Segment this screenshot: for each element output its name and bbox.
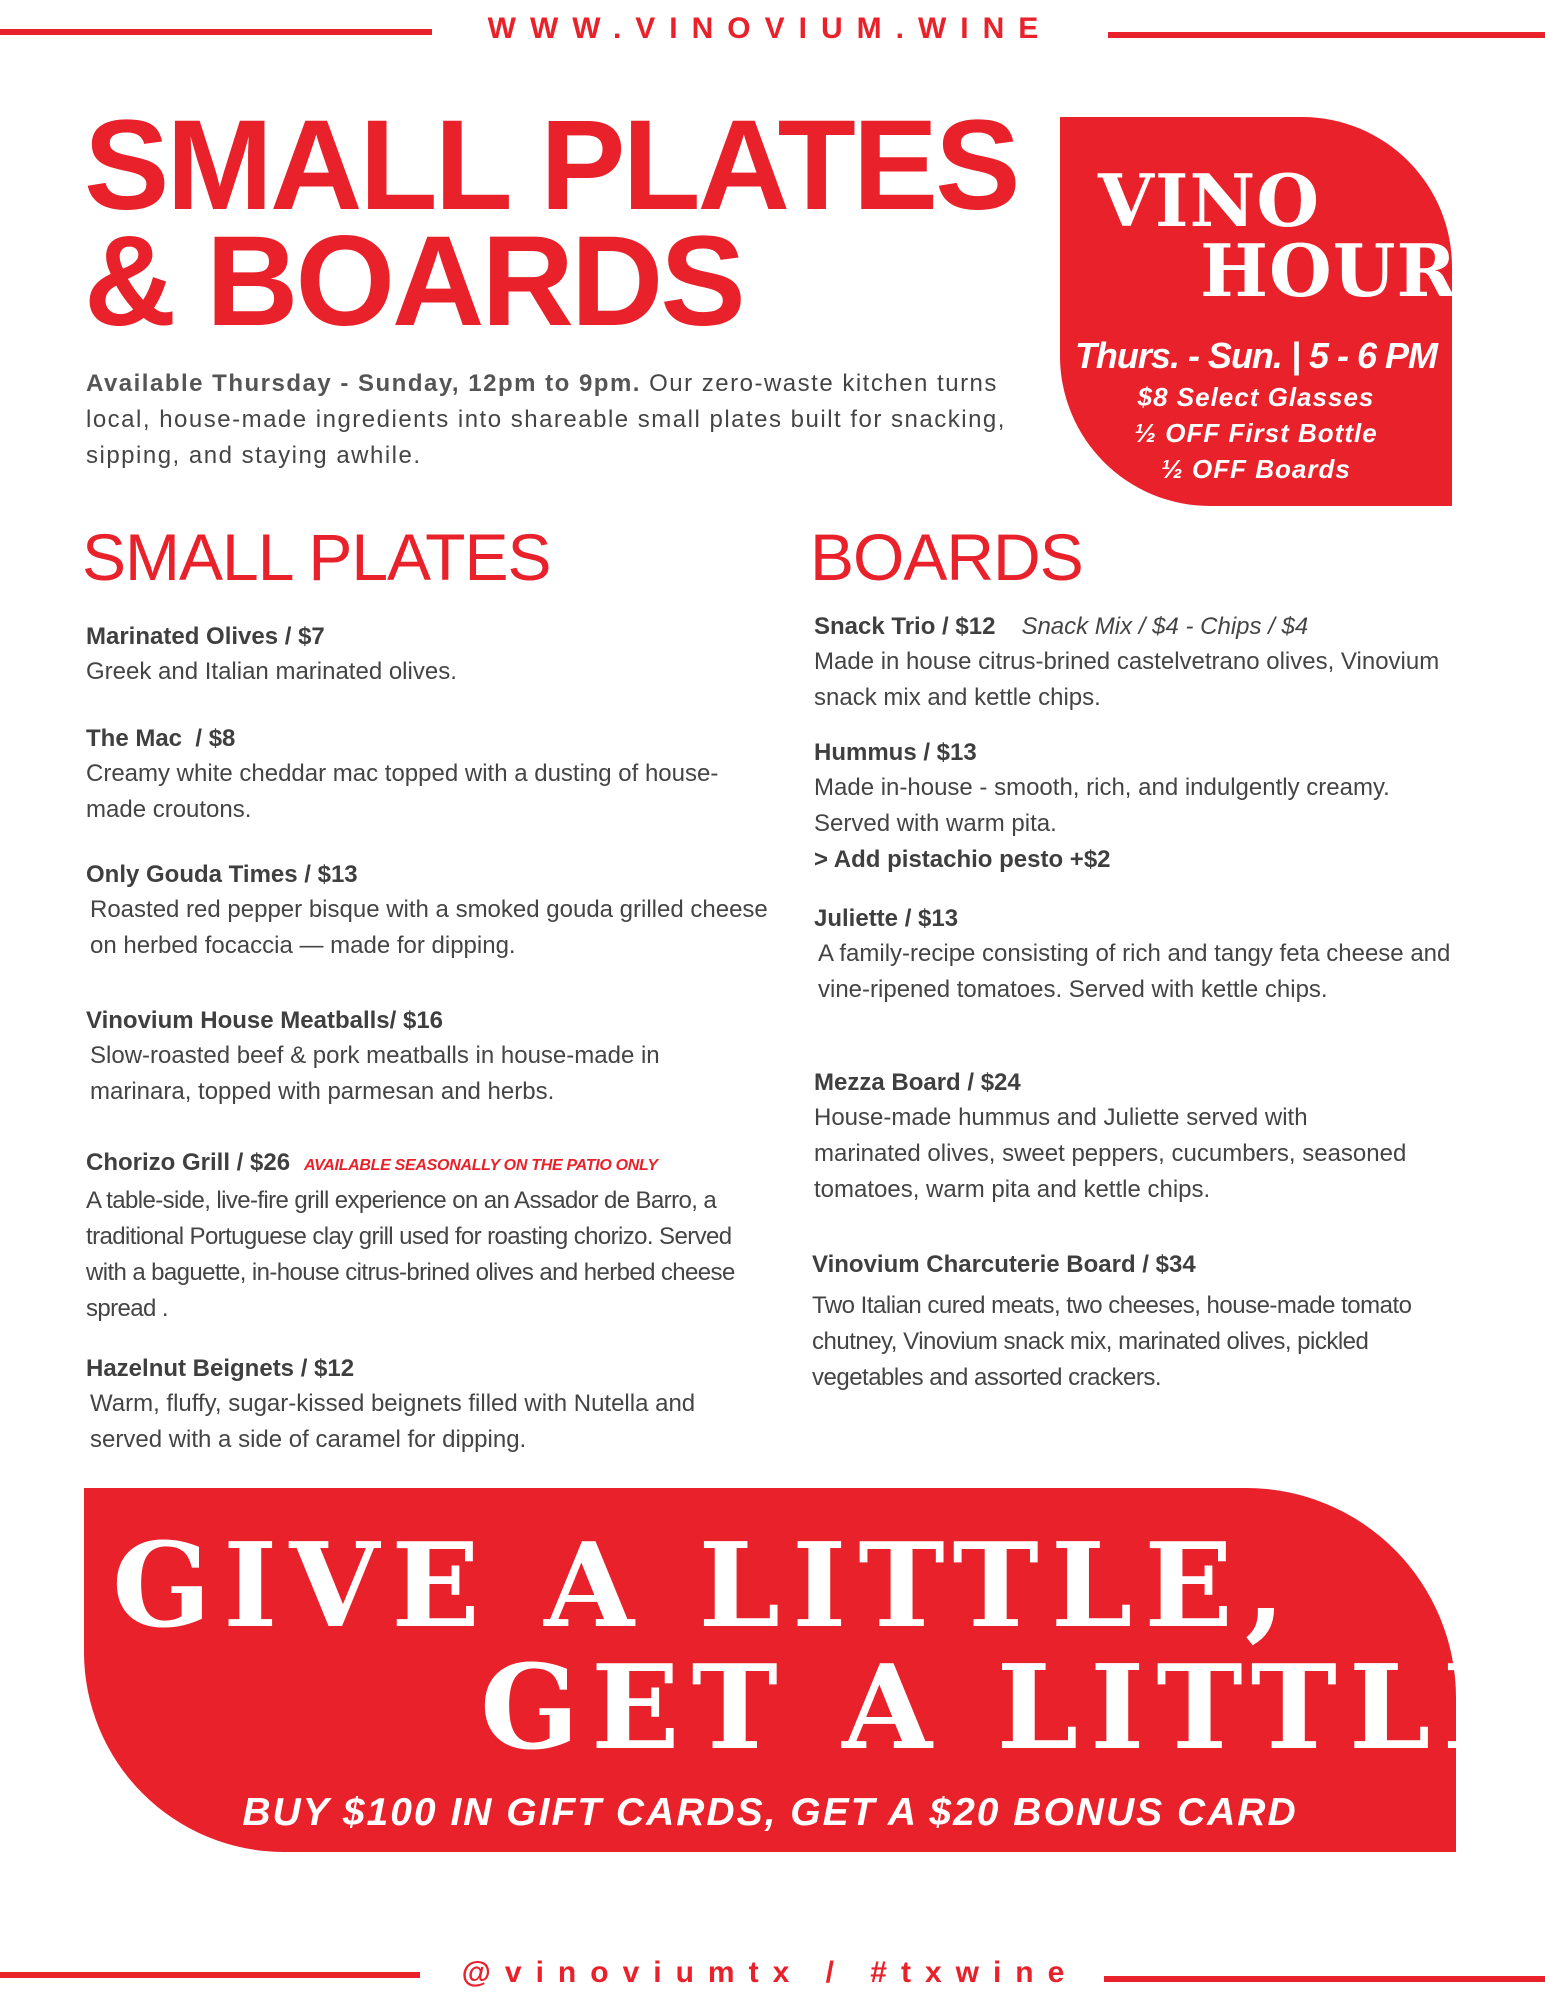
vino-hour-title-line1: VINO <box>1098 158 1321 243</box>
menu-item-title-row <box>814 612 1464 642</box>
top-rule-left <box>0 29 432 35</box>
vino-hour-deal: ½ OFF First Bottle <box>1134 418 1378 448</box>
menu-item <box>86 622 806 690</box>
menu-item-description: Slow-roasted beef & pork meatballs in house-made in marinara, topped with parmesan and herbs. <box>90 1042 660 1105</box>
menu-item <box>86 1354 736 1458</box>
gift-headline-line2: GET A LITTLE <box>480 1640 1543 1776</box>
social-handles[interactable]: @vinoviumtx / #txwine <box>461 1956 1079 1989</box>
menu-item-title: Snack Trio / $12 <box>814 613 996 640</box>
menu-item <box>814 904 1464 1008</box>
menu-item-title: Marinated Olives / $7 <box>86 623 325 650</box>
gift-offer-text: BUY $100 IN GIFT CARDS, GET A $20 BONUS CARD <box>242 1791 1298 1834</box>
menu-item <box>86 860 776 964</box>
page-title <box>84 94 1044 353</box>
menu-item-description: A table-side, live-fire grill experience on an Assador de Barro, a traditional Portuguese clay grill used for roasting chorizo. Served with a baguette, in-house citrus-brined olives and herbed cheese spread . <box>86 1187 735 1322</box>
intro-text <box>86 366 1031 474</box>
intro-hours: Available Thursday - Sunday, 12pm to 9pm. <box>86 370 641 397</box>
menu-item <box>86 724 736 828</box>
menu-item-description: Creamy white cheddar mac topped with a dusting of house-made croutons. <box>86 760 719 823</box>
menu-item-description: Warm, fluffy, sugar-kissed beignets filled with Nutella and served with a side of caramel for dipping. <box>90 1390 696 1453</box>
boards-heading: BOARDS <box>810 520 1083 594</box>
menu-item-description: Two Italian cured meats, two cheeses, house-made tomato chutney, Vinovium snack mix, marinated olives, pickled vegetables and assorted crackers. <box>812 1292 1412 1391</box>
bottom-rule-left <box>0 1972 420 1978</box>
menu-item-title: Juliette / $13 <box>814 905 959 932</box>
menu-item-description: Made in-house - smooth, rich, and indulgently creamy. Served with warm pita. <box>814 774 1390 837</box>
menu-item-description: Greek and Italian marinated olives. <box>86 658 457 685</box>
intro-body: Our zero-waste kitchen turns local, house-made ingredients into shareable small plates built for snacking, sipping, and staying awhile. <box>86 370 1006 469</box>
menu-item-title: Mezza Board / $24 <box>814 1069 1021 1096</box>
vino-hour-schedule: Thurs. - Sun. | 5 - 6 PM <box>1074 335 1438 376</box>
small-plates-heading: SMALL PLATES <box>82 520 551 594</box>
vino-hour-box <box>1060 117 1458 506</box>
page-title-line2: & BOARDS <box>84 210 743 353</box>
menu-item-description: A family-recipe consisting of rich and tangy feta cheese and vine-ripened tomatoes. Served with kettle chips. <box>818 940 1451 1003</box>
vino-hour-deal: ½ OFF Boards <box>1161 454 1351 484</box>
menu-item-title: The Mac / $8 <box>86 725 236 752</box>
bottom-rule-right <box>1104 1976 1545 1982</box>
vino-hour-deal: $8 Select Glasses <box>1137 382 1375 412</box>
seasonal-note: AVAILABLE SEASONALLY ON THE PATIO ONLY <box>304 1157 658 1174</box>
gift-headline-line1: GIVE A LITTLE, <box>112 1518 1298 1654</box>
menu-item <box>86 1148 736 1327</box>
menu-item <box>814 612 1464 716</box>
snack-addon-note: Snack Mix / $4 - Chips / $4 <box>1021 613 1309 640</box>
menu-item-description: Made in house citrus-brined castelvetrano olives, Vinovium snack mix and kettle chips. <box>814 648 1440 711</box>
page-title-line1: SMALL PLATES <box>84 94 1018 237</box>
menu-item-title: Vinovium House Meatballs/ $16 <box>86 1007 444 1034</box>
website-url[interactable]: WWW.VINOVIUM.WINE <box>487 12 1053 45</box>
menu-item-title-row <box>86 1148 736 1181</box>
menu-item <box>814 738 1464 878</box>
menu-item-title: Only Gouda Times / $13 <box>86 861 358 888</box>
menu-item-title: Vinovium Charcuterie Board / $34 <box>812 1251 1196 1278</box>
vino-hour-title-line2: HOUR <box>1200 228 1458 313</box>
top-rule-right <box>1108 32 1545 38</box>
menu-item <box>814 1068 1414 1208</box>
menu-item <box>812 1250 1452 1396</box>
menu-item-description: Roasted red pepper bisque with a smoked gouda grilled cheese on herbed focaccia — made for dipping. <box>90 896 768 959</box>
menu-item-title: Hazelnut Beignets / $12 <box>86 1355 355 1382</box>
menu-item <box>86 1006 766 1110</box>
gift-card-banner <box>84 1488 1543 1852</box>
hummus-addon: > Add pistachio pesto +$2 <box>814 846 1111 873</box>
menu-item-title: Chorizo Grill / $26 <box>86 1149 291 1176</box>
menu-item-description: House-made hummus and Juliette served with marinated olives, sweet peppers, cucumbers, seasoned tomatoes, warm pita and kettle chips. <box>814 1104 1407 1203</box>
menu-item-title: Hummus / $13 <box>814 739 977 766</box>
